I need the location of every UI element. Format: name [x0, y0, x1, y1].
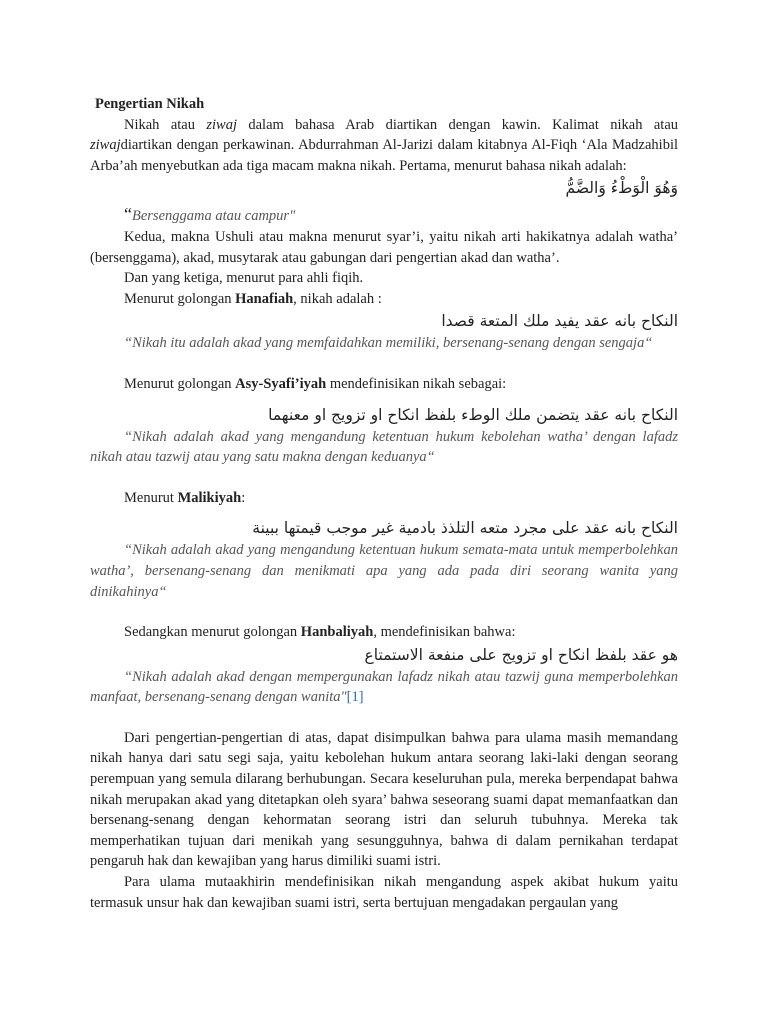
text-span: mendefinisikan nikah sebagai: — [326, 375, 507, 392]
arabic-text-language: وَهُوَ الْوَطْءُ وَالضَّمُّ — [565, 179, 678, 198]
term-ziwaj: ziwaj — [206, 116, 237, 133]
quote-text: “Nikah adalah akad dengan mempergunakan lafadz nikah atau tazwij guna memperbolehkan manfaat, bersenang-senang dengan wanita" — [90, 668, 678, 706]
school-name-hanbaliyah: Hanbaliyah — [300, 624, 374, 641]
term-ziwaj: ziwaj — [90, 137, 121, 154]
arabic-text-malikiyah: النكاح بانه عقد على مجرد متعه التلذذ بادمية غير موجب قيمتها ببينة — [252, 519, 678, 538]
spacer — [90, 468, 678, 488]
paragraph-mutaakhirin: Para ulama mutaakhirin mendefinisikan nikah mengandung aspek akibat hukum yaitu termasuk unsur hak dan kewajiban suami istri, serta bertujuan mengadakan pergaulan yang — [90, 874, 678, 911]
arabic-text-hanbaliyah: هو عقد بلفظ انكاح او تزويج على منفعة الاستمتاع — [364, 645, 678, 664]
spacer — [90, 602, 678, 622]
school-name-malikiyah: Malikiyah — [177, 489, 242, 506]
spacer — [90, 708, 678, 728]
spacer — [90, 354, 678, 374]
malikiyah-intro — [90, 488, 678, 509]
arabic-text-syafiiyah: النكاح بانه عقد يتضمن ملك الوطء بلفظ انكاح او تزويج او معنهما — [268, 405, 678, 424]
text-span: , nikah adalah : — [293, 290, 382, 307]
paragraph-ushuli: Kedua, makna Ushuli atau makna menurut syar’i, yaitu nikah arti hakikatnya adalah watha’ (bersenggama), akad, musytarak atau gabungan dari pengertian akad dan watha’. — [90, 228, 678, 266]
paragraph-conclusion: Dari pengertian-pengertian di atas, dapat disimpulkan bahwa para ulama masih memandang nikah hanya dari satu segi saja, yaitu kebolehan hukum antara seorang laki-laki dengan seorang perempuan yang semula dilarang berhubungan. Secara keseluruhan pula, mereka berpendapat bahwa nikah merupakan akad yang ditetapkan oleh syara’ bahwa seseorang suami dapat memanfaatkan dan bersenang-senang dengan kehormatan seorang istri dan seluruh tubuhnya. Mereka tak memperhatikan tujuan dari menikah yang sesungguhnya, bahwa di dalam pernikahan terdapat pengaruh hak dan kewajiban yang harus dimiliki suami istri. — [90, 729, 678, 870]
text-span: Menurut golongan — [124, 290, 236, 307]
quote-malikiyah: “Nikah adalah akad yang mengandung ketentuan hukum semata-mata untuk memperbolehkan watha’, bersenang-senang dan menikmati apa yang ada pada diri seorang wanita yang dinikahinya“ — [90, 542, 678, 600]
text-span: : — [241, 489, 246, 506]
hanafiah-intro — [90, 289, 678, 310]
hanbaliyah-intro — [90, 622, 678, 643]
text-span: Nikah atau — [124, 116, 207, 133]
quote-language — [90, 204, 678, 227]
quote-syafiiyah: “Nikah adalah akad yang mengandung ketentuan hukum kebolehan watha’ dengan lafadz nikah atau tazwij atau yang satu makna dengan keduanya“ — [90, 428, 678, 466]
text-span: Menurut golongan — [124, 375, 236, 392]
quote-mark: “ — [124, 204, 132, 225]
document-title: Pengertian Nikah — [95, 96, 205, 112]
syafiiyah-intro — [90, 374, 678, 395]
text-span: , mendefinisikan bahwa: — [373, 624, 516, 641]
quote-text: Bersenggama atau campur" — [132, 208, 296, 225]
text-span: Menurut — [124, 489, 178, 506]
text-span: diartikan dengan perkawinan. Abdurrahman Al-Jarizi dalam kitabnya Al-Fiqh ‘Ala Madzahibil Arba’ah menyebutkan ada tiga macam makna nikah. Pertama, menurut bahasa nikah adalah: — [90, 137, 678, 174]
spacer — [90, 395, 678, 403]
school-name-syafiiyah: Asy-Syafi’iyah — [235, 375, 327, 392]
quote-hanafiah: “Nikah itu adalah akad yang memfaidahkan memiliki, bersenang-senang dengan sengaja“ — [124, 335, 653, 352]
paragraph-definition — [90, 115, 678, 177]
document-body — [90, 94, 678, 913]
school-name-hanafiah: Hanafiah — [235, 290, 294, 307]
paragraph-fiqih: Dan yang ketiga, menurut para ahli fiqih. — [124, 270, 364, 287]
arabic-text-hanafiah: النكاح بانه عقد يفيد ملك المتعة قصدا — [441, 312, 678, 331]
spacer — [90, 508, 678, 516]
text-span: dalam bahasa Arab diartikan dengan kawin. Kalimat nikah atau — [236, 116, 679, 133]
quote-hanbaliyah — [90, 667, 678, 708]
footnote-link[interactable]: [1] — [346, 689, 364, 706]
text-span: Sedangkan menurut golongan — [124, 624, 301, 641]
